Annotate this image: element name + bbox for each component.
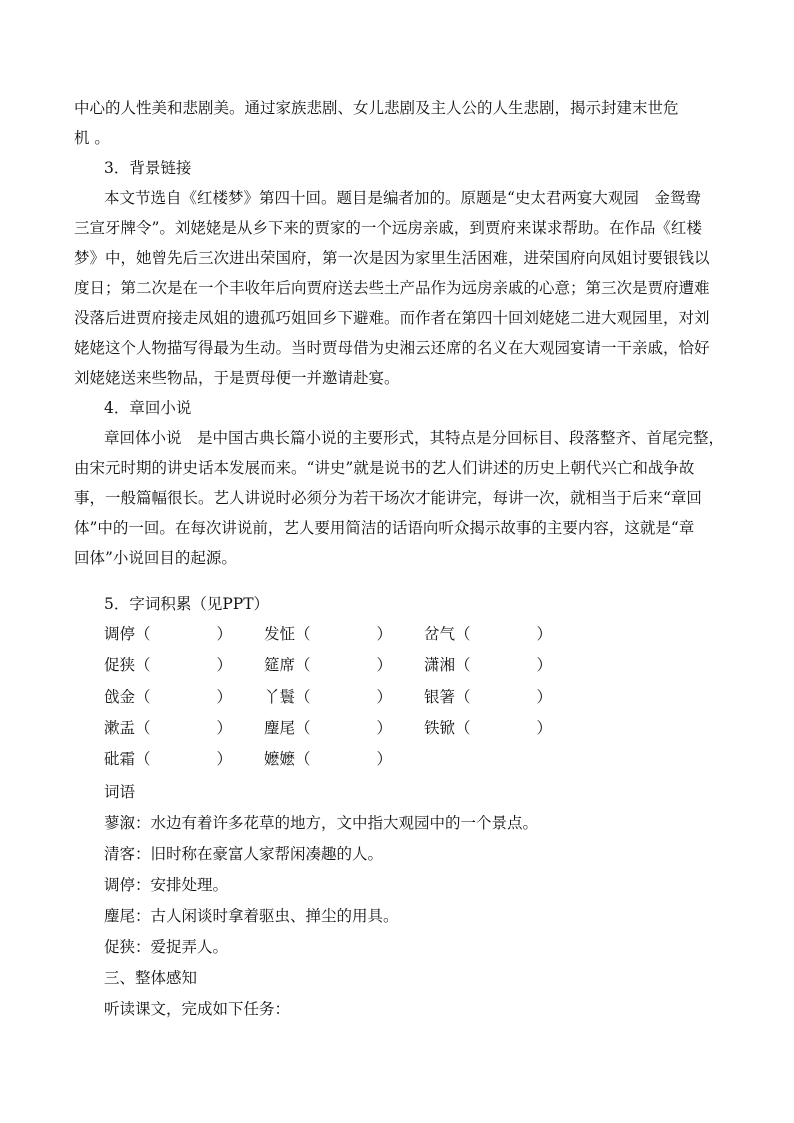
definition-line: 调停：安排处理。 (104, 876, 229, 894)
paragraph-line: 回体”小说回目的起源。 (74, 549, 237, 567)
vocab-item: 银箸（ ） (424, 688, 553, 706)
paragraph-line: 三宣牙牌令”。刘姥姥是从乡下来的贾家的一个远房亲戚，到贾府来谋求帮助。在作品《红楼 (74, 219, 702, 237)
vocab-item: 嬷嬷（ ） (264, 750, 393, 768)
section-heading-vocab: 5．字词积累（见PPT） (104, 595, 270, 613)
vocab-item: 漱盂（ ） (104, 719, 233, 737)
vocab-item: 岔气（ ） (424, 625, 553, 643)
vocab-item: 促狭（ ） (104, 656, 233, 674)
paragraph-line: 本文节选自《红楼梦》第四十回。题目是编者加的。原题是“史太君两宴大观园 金鸳鸯 (104, 189, 701, 207)
paragraph-line: 姥姥这个人物描写得最为生动。当时贾母借为史湘云还席的名义在大观园宴请一干亲戚，恰好 (74, 339, 710, 357)
vocab-item: 麈尾（ ） (264, 719, 393, 737)
section-heading-zhanghui: 4．章回小说 (104, 399, 192, 417)
paragraph-line: 梦》中，她曾先后三次进出荣国府，第一次是因为家里生活困难，进荣国府向凤姐讨要银钱以 (74, 249, 710, 267)
intro-line-2: 机 。 (74, 129, 110, 147)
definition-line: 麈尾：古人闲谈时拿着驱虫、掸尘的用具。 (104, 907, 399, 925)
paragraph-line: 事，一般篇幅很长。艺人讲说时必须分为若干场次才能讲完，每讲一次，就相当于后来“章回 (74, 489, 702, 507)
vocab-item: 丫鬟（ ） (264, 688, 393, 706)
section-heading-background: 3．背景链接 (104, 159, 192, 177)
definition-line: 促狭：爱捉弄人。 (104, 938, 229, 956)
paragraph-line: 刘姥姥送来些物品，于是贾母便一并邀请赴宴。 (74, 369, 400, 387)
paragraph-line: 没落后进贾府接走凤姐的遗孤巧姐回乡下避难。而作者在第四十回刘姥姥二进大观园里，对刘 (74, 309, 710, 327)
paragraph-line: 体”中的一回。在每次讲说前，艺人要用简洁的话语向听众揭示故事的主要内容，这就是“章 (74, 519, 695, 537)
paragraph-line: 由宋元时期的讲史话本发展而来。“讲史”就是说书的艺人们讲述的历史上朝代兴亡和战争故 (74, 459, 695, 477)
vocab-item: 潇湘（ ） (424, 656, 553, 674)
definition-line: 清客：旧时称在豪富人家帮闲凑趣的人。 (104, 845, 384, 863)
vocab-item: 发怔（ ） (264, 625, 393, 643)
definition-line: 蓼溆：水边有着许多花草的地方，文中指大观园中的一个景点。 (104, 814, 539, 832)
vocab-item: 调停（ ） (104, 625, 233, 643)
task-line: 听读课文，完成如下任务： (104, 1000, 291, 1018)
vocab-item: 铁锨（ ） (424, 719, 553, 737)
section-heading-overall: 三、整体感知 (104, 969, 198, 987)
vocab-item: 砒霜（ ） (104, 750, 233, 768)
vocab-item: 筵席（ ） (264, 656, 393, 674)
paragraph-line: 章回体小说 是中国古典长篇小说的主要形式，其特点是分回标目、段落整齐、首尾完整， (104, 429, 725, 447)
vocab-item: 戗金（ ） (104, 688, 233, 706)
intro-line-1: 中心的人性美和悲剧美。通过家族悲剧、女儿悲剧及主人公的人生悲剧，揭示封建末世危 (74, 99, 679, 117)
paragraph-line: 度日；第二次是在一个丰收年后向贾府送去些土产品作为远房亲戚的心意；第三次是贾府遭难 (74, 279, 710, 297)
words-heading: 词语 (104, 783, 136, 801)
